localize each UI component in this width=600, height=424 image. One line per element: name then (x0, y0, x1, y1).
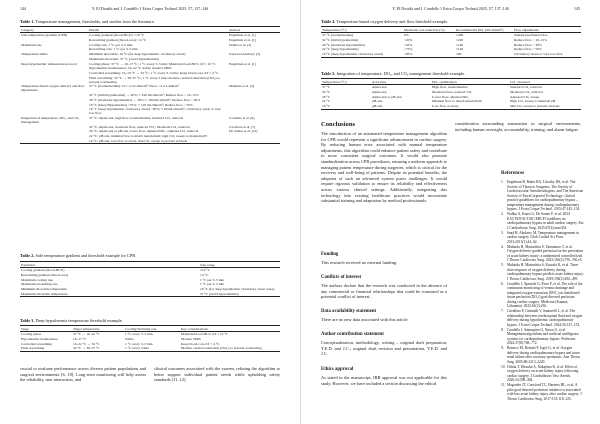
table-cell: Standard CO₂ removal (510, 85, 542, 90)
reference-item (501, 245, 584, 263)
column-header: Flow adjustments (513, 27, 581, 33)
table-cell: Integration of temperature, DO₂, and CO₂ management (21, 115, 80, 125)
table-cell: Engelman et al. [1] (229, 38, 256, 43)
table-cell: 37 °C: Alpha-stat, high flow; normothermia, standard CO₂ removal (89, 115, 184, 120)
table-cell: Cooling rate: 1 °C per 3–5 min (89, 42, 133, 47)
reference-text: Wahba A, Kunst G, De Somer F, et al. 2024 EACTS/EACTAIC/EBCP Guidelines on cardiopulmonary bypass in adult cardiac surgery. Eur J Cardiothorac Surg. 2025;67(2):ezae354. (507, 212, 584, 230)
table-row (20, 116, 280, 125)
table-cell: Temperature-based oxygen delivery and flow adjustments (21, 84, 85, 93)
table3 (20, 325, 280, 352)
reference-text: Saad H, Aladawy M. Temperature management in cardiac surgery. Glob Cardiol Sci Pract. 2013;2013(1):44–62. (507, 230, 579, 244)
table-cell: 16–22 °C → 32 °C (73, 341, 100, 346)
table-cell (228, 107, 280, 116)
table-cell (20, 107, 88, 116)
table1 (20, 26, 280, 144)
table-cell: 22 °C (322, 99, 331, 104)
reference-number: 10. (501, 364, 506, 369)
ethics-text: As stated in the manuscript, IRB approval was not applicable for this study. However, we have included a section discussing the ethical (321, 375, 447, 386)
table-cell: ≥220 (456, 38, 464, 43)
table-cell: 18 °C (Deep Hypothermia) ~75%; ≈ 120 mL/min/m²; Reduce flow ~ 50% (89, 102, 193, 107)
table-cell: ≤4 °C (200, 273, 209, 278)
caption-label: Table 5. (321, 71, 336, 76)
table-cell: 16 °C (for deep hypothermic circulatory arrest cases) (200, 287, 275, 292)
reference-item (501, 282, 584, 309)
reference-item (501, 180, 584, 212)
table-cell: Moderate CO₂ removal (510, 90, 543, 95)
table-cell: Engelman et al. [1] (229, 33, 256, 38)
table-cell: ~75% (404, 47, 413, 52)
table-cell: Reduce flow ~ 50% (514, 47, 542, 52)
reference-item (501, 346, 584, 364)
conclusions-heading: Conclusions (321, 121, 356, 128)
table-cell: Controlled rewarming: 16–19 °C → 32 °C; 1 °C every 3–5 min; Keep blood-core ΔT < 4 °C (89, 70, 219, 75)
table-cell: 22 °C: pH-stat, minimal flow to match metabolism; high CO₂ sweep to maintain pH (89, 134, 207, 139)
caption-label: Table 3. (20, 318, 35, 323)
table-cell: Controlled rewarming (21, 341, 53, 346)
ethics-heading: Ethics approval (321, 367, 354, 372)
table-row (20, 292, 280, 297)
reference-item (501, 231, 584, 245)
table-cell: Maximum cooling rate (21, 277, 54, 282)
table-cell: High CO₂ sweep to maintain pH (510, 99, 556, 104)
right-page (300, 0, 600, 424)
body-text-right-col: clinical outcomes associated with the system, refining the algorithm to better support individual patient needs while upholding safety standards [11, 12]. (154, 366, 280, 383)
caption-text: Safe temperature gradient and threshold example for CPB. (35, 253, 137, 258)
table-row (20, 346, 280, 351)
table-cell: ~50% (404, 42, 413, 47)
funding-text: This research received no external funding. (321, 260, 398, 265)
table-cell: 28 °C (moderate hypothermia) (322, 42, 365, 47)
table-cell: 32 °C (322, 90, 331, 95)
caption-label: Table 1. (20, 19, 35, 24)
table-cell: Condello et al. [6] (229, 115, 255, 120)
table5-caption (321, 71, 465, 76)
table-cell: Rewarming gradient (blood-core): ≤4 °C (89, 38, 147, 43)
conclusions-paragraph: The introduction of an automated temperature management algorithm for CPB would represent a significant advancement in cardiac surgery. By reducing human error associated with manual temperature adjustments, this algorithm could enhance patient safety and contribute to more consistent surgical outcomes. It would also promote standardization across CPB procedures, ensuring a uniform approach to managing patient temperature during surgeries, which is critical for the recovery and well-being of patients. Despite its potential benefits, the adoption of such an advanced system poses challenges. It would require rigorous validation to ensure its reliability and effectiveness across various clinical settings. Additionally, integrating this technology into existing healthcare practices would necessitate substantial training and adaptation by medical professionals. (321, 131, 447, 204)
page-number: 144 (20, 6, 26, 11)
table-cell: 28 °C: Alpha-stat or pH-stat, lower flow, adjusted DO₂, adjusted CO₂ removal (89, 129, 199, 134)
table-cell: Saad and Aladawy [3] (229, 52, 261, 57)
column-header: Stage (20, 326, 72, 332)
reference-text: Mukaida H, Matsushita S, Kuwaki K, et al. Time-dose response of oxygen delivery during cardiopulmonary bypass predicts acute kidney injury. J Thorac Cardiovasc Surg. 2019;158(2):492–499. (507, 263, 584, 281)
reference-number: 8. (501, 327, 504, 332)
table-cell: 22 °C (deep hypothermia) (322, 47, 359, 52)
table-cell: Alpha-stat or pH-stat (372, 94, 402, 99)
table-cell: 16 °C (321, 104, 371, 109)
table-cell: ~85% (403, 52, 455, 57)
table-cell: Cooling phase: 37 °C → 16–17 °C; 1 °C every 3–5 min; Maintain blood-HCU ΔT ≤ 10 °C (89, 61, 216, 66)
reference-item (501, 309, 584, 327)
reference-text: Ranucci M, Romitti F, Isgrò G, et al. Oxygen delivery during cardiopulmonary bypass and acute renal failure after coronary operations. Ann Thorac Surg. 2005;80:2213–2220. (507, 346, 581, 364)
column-header: CO₂ clearance (509, 79, 581, 85)
table-cell: Deep hypothermic temperature protocol (21, 61, 78, 66)
running-head-text: Y. El Dwaiki and J. Condello 1 Extra Corpor Technol 2025, 57, 137–146 (91, 6, 209, 11)
table-cell: Final rewarming (20, 346, 72, 351)
conclusions-continued: consideration surrounding automation in surgical environments, including human oversight, accountability, training, and alarm fatigue. (455, 121, 581, 132)
caption-text: Temperature management, thresholds, and studies from the literature. (35, 19, 155, 24)
table-cell: ≥160 (456, 42, 464, 47)
data-availability-heading: Data availability statement (321, 309, 377, 314)
table2-caption (20, 253, 136, 258)
reference-text: Oshita T, Hiraoka A, Nakajima K, et al. Effect of oxygen delivery on acute kidney injury following cardiac surgery. J Cardiothorac Vasc Anesth. 2020;34:398–404. (507, 364, 579, 383)
table-row (20, 107, 280, 116)
table-cell: Adjusted CO₂ sweep (510, 94, 540, 99)
table-cell: 32 °C (mild hypothermia) (322, 38, 359, 43)
table-cell: Circulatory arrest or very low flow (513, 52, 581, 57)
column-header: Safe range (140, 262, 280, 268)
running-head (20, 6, 280, 14)
caption-text: Temperature-based oxygen delivery and flow threshold example. (336, 19, 449, 24)
table-cell: ~20% (404, 38, 413, 43)
table-row (20, 75, 280, 84)
table-cell: 16 °C (deep hypothermic circulatory arrest) ~85%; ≈ 60 mL/min/m²; circulatory arrest or very low flow (89, 107, 221, 116)
table-cell: Cooling phase (21, 332, 42, 337)
table-cell: Monitor cerebral saturation (rSO₂) to prevent overheating (180, 346, 280, 351)
reference-text: Engelman R, Baker RA, Likosky DS, et al. The Society of Thoracic Surgeons, The Society of Cardiovascular Anesthesiologists, and The American Society of ExtraCorporeal Technology: clinical practice guidelines for cardiopulmonary bypass – temperature management during cardiopulmonary bypass. J Extra Corpor Technol. 2015;47:145–154. (507, 180, 584, 212)
column-header: Temperature (°C) (321, 79, 371, 85)
table-cell: 37 °C (normothermia): CI ≈ 2.4 L/min/m²; Flow: ~2.4 L/min/m² (89, 84, 180, 89)
body-text-left-col: crucial to evaluate performance across diverse patient populations and surgical environments [6, 10]. Long-term monitoring will help assess the reliability, user interaction, and (20, 366, 146, 383)
table-cell: 1 °C every 5 min (124, 346, 180, 351)
table-cell: Final rewarming: 32 °C → 36–37 °C; 1 °C every 5 min; monitor cerebral saturation (rSO₂) to prevent overheating (89, 75, 221, 84)
funding-heading: Funding (321, 252, 339, 257)
table-cell: Alpha-stat (372, 85, 387, 90)
table-cell: 32 °C: Alpha-stat, moderate flow, reduced VO₂; Moderate CO₂ removal (89, 124, 190, 129)
table-cell: 1 °C every 3–5 min (125, 332, 153, 337)
table-cell (20, 75, 88, 84)
table-cell: 16–17 °C (73, 337, 87, 342)
running-head-text: Y. El Dwaiki and J. Condello 1 Extra Corpor Technol 2025, 57, 137–146 (392, 6, 509, 11)
caption-label: Table 2. (20, 253, 35, 258)
table-cell: 37 °C (322, 85, 331, 90)
table-cell: Standard perfusion flow (514, 33, 548, 38)
table-cell: Minimal flow to match metabolism (432, 99, 482, 104)
running-head (321, 6, 580, 14)
table-cell: Maximum allowable: 37 °C (avoid hyperthermia) (89, 56, 159, 61)
reference-text: Cavallaro P, Grimaldi V, Santarelli L, et al. The relationship between cerebrospinal fluid and oxygen delivery during hypothermic cardiopulmonary bypass. J Extra Corpor Technol. 2024;56:147–152. (507, 309, 583, 327)
column-header: Details (88, 27, 228, 33)
reference-text: Mukaida H, Matsushita S, Yamamoto T, et al. Oxygen delivery-guided perfusion for the prevention of acute kidney injury: a randomized controlled trial. J Thorac Cardiovasc Surg. 2023;165(2):750–760.e5. (507, 244, 584, 263)
caption-label: Table 4. (321, 19, 336, 24)
author-contribution-heading: Author contribution statement (321, 332, 384, 337)
table-cell: Minimum allowable: 16 °C (for deep hypothermic circulatory arrest) (89, 52, 186, 57)
reference-number: 7. (501, 309, 504, 314)
table-row (321, 52, 581, 57)
table-row (20, 84, 280, 93)
table-row (20, 139, 280, 144)
reference-number: 2. (501, 212, 504, 217)
column-header: DO₂ optimization (431, 79, 509, 85)
reference-number: 11. (501, 383, 506, 388)
table-cell: 32 °C (mild hypothermia) → 20%; ≈ 220 mL/min/m²; Reduce flow ~ 10–15% (89, 93, 199, 98)
column-header: Parameter (20, 262, 140, 268)
table5 (321, 78, 581, 110)
table-cell: Temperature limits (21, 52, 48, 57)
column-header: Temperature (°C) (321, 27, 403, 33)
page-number: 145 (574, 6, 580, 11)
reference-item (501, 328, 584, 346)
table-cell: Stable (125, 337, 134, 342)
reference-number: 9. (501, 346, 504, 351)
reference-item (501, 383, 584, 401)
table-cell: pH-stat (371, 104, 431, 109)
table2 (20, 261, 280, 297)
table-cell: 1 °C per 3–5 min (200, 282, 225, 287)
table-cell: De Somer et al. [12] (229, 129, 258, 134)
table-cell: 1 °C per 3–5 min (200, 277, 225, 282)
table-cell (228, 75, 280, 84)
table-cell: Safe temperature gradient (CPB) (21, 33, 67, 38)
column-header: Category (20, 27, 88, 33)
table1-caption (20, 19, 155, 24)
reference-text: Condello I, Speziale G, Fiore F, et al. The role of the continuous monitoring of venous drainage and integrated oxygen extraction (IEO₂) on distributed tissue perfusion (DO₂i) goal directed perfusion during cardiac surgery. Medicina (Kaunas, Lithuania). 2023;61(2):236. (507, 281, 583, 309)
table-cell: Rewarming gradient (blood-core) (21, 273, 69, 278)
table-cell: 1 °C every 3–5 min (125, 341, 153, 346)
column-header: Target temperature (72, 326, 124, 332)
table3-caption (20, 318, 123, 323)
table-cell: 16 °C: pH-stat, low-flow or arrest, min CO₂ sweep to prevent acidosis (88, 139, 228, 144)
table-cell: Keep blood-core ΔT < 4 °C (181, 341, 220, 346)
table-cell: Maximum allowable temperature (20, 292, 140, 297)
table-cell: Wahba et al. [2] (229, 42, 252, 47)
table-cell: Cooling gradient (blood-HCU) (21, 268, 65, 273)
table-cell: 37 °C → 16–22 °C (73, 332, 100, 337)
table-cell: Hypothermic maintenance: 16–22 °C stable; monitor MRS (89, 66, 172, 71)
column-header: Authors (228, 27, 280, 33)
table-cell: Cavallaro et al. [7] (229, 124, 256, 129)
caption-text: Integration of temperature, DO₂, and CO₂ management threshold example. (336, 71, 466, 76)
caption-text: Deep hypothermia temperature threshold example. (35, 318, 123, 323)
reference-item (501, 263, 584, 281)
reference-item (501, 365, 584, 383)
table4 (321, 26, 581, 58)
conflicts-heading: Conflicts of interest (321, 275, 362, 280)
column-header: Cooling/Warming rate (124, 326, 180, 332)
table-cell: 16 °C (deep hypothermic circulatory arrest) (321, 52, 403, 57)
table-cell: ≥120 (456, 47, 464, 52)
reference-number: 3. (501, 230, 504, 235)
table-row (20, 61, 280, 66)
table-cell: High flow, normothermia (432, 85, 468, 90)
table-cell: Engelman et al. [1] (229, 61, 256, 66)
table-cell: 37 °C (normothermia) (322, 33, 354, 38)
reference-number: 1. (501, 180, 504, 184)
table-cell: Lower flow, adjusted DO₂ (432, 94, 469, 99)
table-cell: Min CO₂ sweep to prevent acidosis (509, 104, 581, 109)
reference-text: Condello I, Santarpino G, Nasso G, et al. Management algorithms and artificial intelligence systems for cardiopulmonary bypass. Perfusion. 2022;37(8):768–772. (507, 327, 579, 346)
column-header: Key considerations (180, 326, 280, 332)
author-contribution-text: Conceptualization, methodology, writing – original draft preparation, Y.E.D. and J.C.; original draft revision and presentation, Y.E.D. and J.C. (321, 340, 447, 357)
column-header: Acid-base (371, 79, 431, 85)
reference-item (501, 212, 584, 230)
table-row (321, 104, 581, 109)
table-cell: ≥280 (456, 33, 464, 38)
table-cell: 28 °C (322, 94, 331, 99)
reference-number: 5. (501, 263, 504, 268)
table-cell: Low-flow or arrest (431, 104, 509, 109)
table-cell: Alpha-stat (372, 90, 387, 95)
references-list (501, 180, 584, 402)
table-cell: Maximum rate (21, 42, 42, 47)
table-cell: 32 °C → 36–37 °C (72, 346, 124, 351)
table-cell: Reduce flow ~ 30% (514, 42, 542, 47)
table-cell: pH-stat (372, 99, 383, 104)
table-cell: Monitor MRS (181, 337, 201, 342)
table-cell (20, 139, 88, 144)
table4-caption (321, 19, 448, 24)
table-cell: Reduce flow ~ 10–15% (514, 38, 548, 43)
table-cell: 28 °C (moderate hypothermia) → 39%; ≈ 160 mL/min/m²; Reduce flow ~ 30% (89, 97, 201, 102)
table-cell: 37 °C (avoid hyperthermia) (140, 292, 280, 297)
conflicts-text: The authors declare that the research was conducted in the absence of any commercial or financial relationships that could be construed as a potential conflict of interest. (321, 283, 447, 300)
table-cell: Maintain blood-HCU ΔT ≤ 10 °C (181, 332, 229, 337)
table-cell: ≤10 °C (200, 268, 211, 273)
table-cell: Maximum rewarming rate (21, 282, 58, 287)
column-header: Metabolic rate reduction (%) (403, 27, 455, 33)
reference-number: 4. (501, 244, 504, 249)
data-availability-text: There are no new data associated with this article. (321, 317, 409, 322)
table-cell: Mukaida et al. [4] (229, 84, 255, 89)
table-cell: Hypothermic maintenance (21, 337, 59, 342)
references-heading: References (501, 171, 525, 176)
reference-number: 6. (501, 281, 504, 286)
table-cell: Cooling gradient (blood-HCU): ≤10 °C (89, 33, 145, 38)
table-cell: 0% (404, 33, 409, 38)
table-cell: Rewarming rate: 1 °C per 3–5 min (89, 47, 138, 52)
table-cell: Moderate flow, reduced VO₂ (432, 90, 473, 95)
table-cell (228, 139, 280, 144)
table-cell: Minimum allowable temperature (21, 287, 68, 292)
reference-text: Magruder JT, Crawford TC, Harness HL, et al. A pilot goal-directed perfusion initiative is associated with less acute kidney injury after cardiac surgery. J Thorac Cardiovasc Surg. 2017;153:118–125. (507, 383, 582, 401)
column-header: Recommended DO₂ (mL/min/m²) (455, 27, 513, 33)
table-cell: ≥60 (455, 52, 513, 57)
